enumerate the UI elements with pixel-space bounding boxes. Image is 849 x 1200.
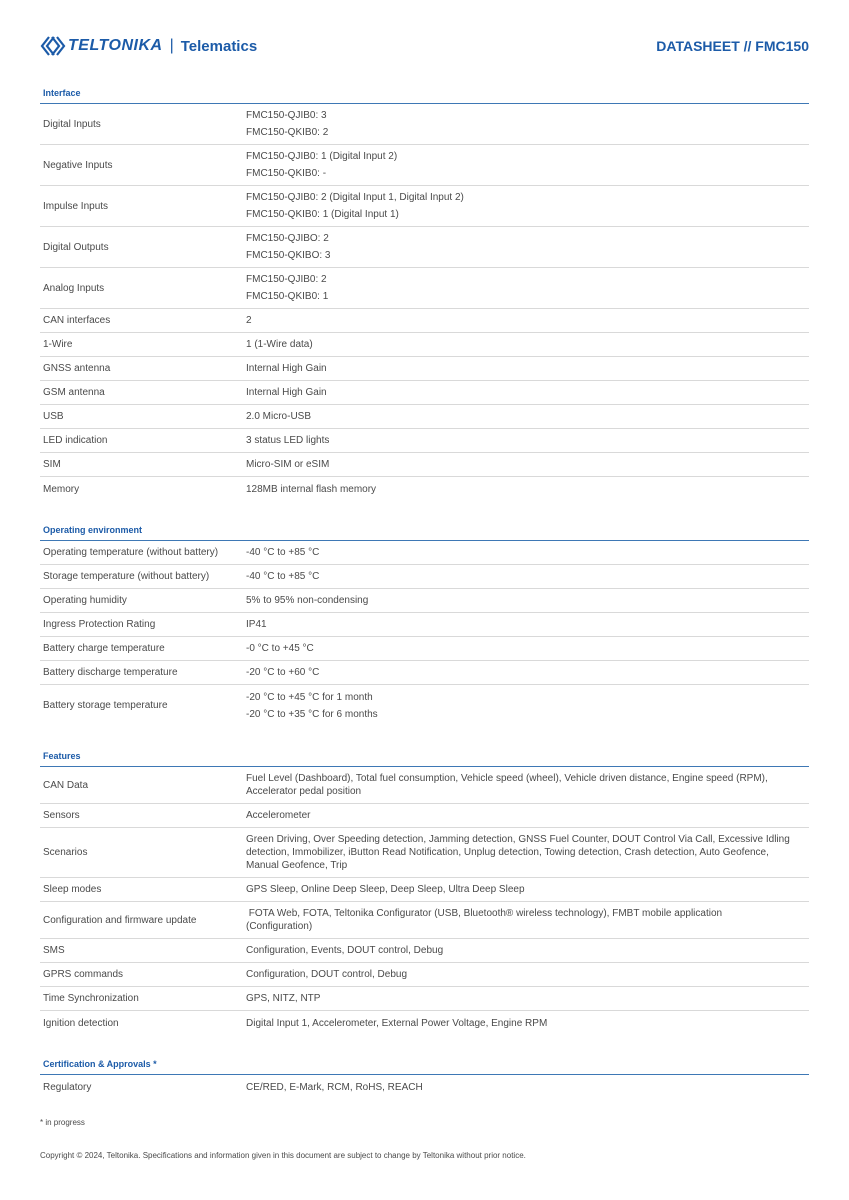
- table-row: [40, 637, 809, 661]
- row-value: [243, 227, 809, 267]
- row-label: Operating temperature (without battery): [43, 547, 219, 558]
- page-header: [40, 32, 809, 62]
- copyright-notice: Copyright © 2024, Teltonika. Specifications and information given in this document are subject to change by Teltonika without prior notice.: [40, 1151, 526, 1160]
- table-row: [40, 186, 809, 227]
- row-value-line: FMC150-QJIB0: 2: [246, 274, 327, 285]
- table-row: [40, 268, 809, 309]
- row-value-line: FMC150-QJIB0: 2 (Digital Input 1, Digital Input 2): [246, 192, 464, 203]
- datasheet-id: DATASHEET // FMC150: [656, 38, 809, 54]
- row-value-line: 2.0 Micro-USB: [246, 411, 312, 422]
- table-row: [40, 661, 809, 685]
- row-value-line: FMC150-QJIB0: 1 (Digital Input 2): [246, 151, 398, 162]
- row-value: [243, 541, 809, 564]
- row-label: GPRS commands: [43, 969, 124, 980]
- row-value-line: Internal High Gain: [246, 387, 327, 398]
- row-value: [243, 405, 809, 428]
- row-value-line: Accelerometer: [246, 810, 311, 821]
- row-value: [243, 453, 809, 476]
- row-label: SMS: [43, 945, 65, 956]
- row-value-line: Fuel Level (Dashboard), Total fuel consumption, Vehicle speed (wheel), Vehicle driven distance, Engine speed (RPM),: [246, 773, 768, 784]
- row-label: Storage temperature (without battery): [43, 571, 210, 582]
- table-row: [40, 987, 809, 1011]
- table-row: [40, 1075, 809, 1100]
- row-value-line: GPS Sleep, Online Deep Sleep, Deep Sleep, Ultra Deep Sleep: [246, 884, 525, 895]
- row-value-line: FMC150-QKIB0: 2: [246, 127, 329, 138]
- row-value: [243, 477, 809, 501]
- row-value-line: detection, Immobilizer, iButton Read Notification, Unplug detection, Towing detection, Crash detection, Auto Geofence,: [246, 847, 769, 858]
- row-label: Impulse Inputs: [43, 200, 109, 212]
- row-value-line: FMC150-QKIB0: 1 (Digital Input 1): [246, 209, 399, 220]
- teltonika-logo: [40, 32, 257, 60]
- row-value: [243, 828, 809, 877]
- table-row: [40, 828, 809, 878]
- row-label: Negative Inputs: [43, 159, 113, 171]
- row-value: [243, 939, 809, 962]
- table-row: [40, 333, 809, 357]
- row-value-line: -20 °C to +45 °C for 1 month: [246, 691, 373, 703]
- row-label: Operating humidity: [43, 595, 127, 606]
- row-value: [243, 1011, 809, 1035]
- row-label: Battery charge temperature: [43, 643, 165, 654]
- features-table: [40, 767, 809, 1035]
- row-value-line: IP41: [246, 619, 267, 630]
- section-title-interface: Interface: [40, 86, 809, 104]
- row-value-line: GPS, NITZ, NTP: [246, 993, 321, 1004]
- row-value-line: FMC150-QKIB0: -: [246, 168, 327, 179]
- row-label: GNSS antenna: [43, 363, 111, 374]
- row-value-line: Configuration, DOUT control, Debug: [246, 969, 408, 980]
- table-row: [40, 381, 809, 405]
- table-row: [40, 357, 809, 381]
- row-value: [243, 357, 809, 380]
- table-row: [40, 589, 809, 613]
- row-value-line: Internal High Gain: [246, 363, 327, 374]
- row-label: Sensors: [43, 810, 80, 821]
- row-value-line: -20 °C to +60 °C: [246, 667, 320, 678]
- row-label: CAN Data: [43, 779, 89, 791]
- row-value-line: 128MB internal flash memory: [246, 483, 377, 495]
- table-row: [40, 453, 809, 477]
- row-value-line: -40 °C to +85 °C: [246, 571, 320, 582]
- row-value-line: Accelerator pedal position: [246, 786, 362, 797]
- row-value: [243, 589, 809, 612]
- table-row: [40, 541, 809, 565]
- row-label: SIM: [43, 459, 61, 470]
- row-value: [243, 804, 809, 827]
- footnote: * in progress: [40, 1118, 85, 1127]
- row-label: USB: [43, 411, 64, 422]
- table-row: [40, 767, 809, 804]
- certification-table: [40, 1075, 809, 1100]
- row-value-line: 1 (1-Wire data): [246, 339, 313, 350]
- row-value-line: FMC150-QJIBO: 2: [246, 233, 329, 244]
- row-label: CAN interfaces: [43, 315, 111, 326]
- row-value-line: 5% to 95% non-condensing: [246, 595, 369, 606]
- row-label: Battery storage temperature: [43, 700, 168, 711]
- row-value-line: 3 status LED lights: [246, 435, 330, 446]
- row-label: Configuration and firmware update: [43, 914, 197, 926]
- row-value-line: Green Driving, Over Speeding detection, Jamming detection, GNSS Fuel Counter, DOUT Control Via Call, Excessive Idling: [246, 834, 790, 845]
- certification-section: [40, 1057, 809, 1100]
- section-title-features: Features: [40, 749, 809, 767]
- row-value: [243, 186, 809, 226]
- table-row: [40, 565, 809, 589]
- row-value-line: Micro-SIM or eSIM: [246, 459, 330, 470]
- row-value-line: -20 °C to +35 °C for 6 months: [246, 708, 378, 720]
- row-value: [243, 767, 809, 803]
- row-value: [243, 104, 809, 144]
- table-row: [40, 902, 809, 939]
- row-value: [243, 565, 809, 588]
- row-value-line: Manual Geofence, Trip: [246, 860, 348, 871]
- row-value: [243, 1075, 809, 1100]
- table-row: [40, 1011, 809, 1035]
- row-value-line: -0 °C to +45 °C: [246, 643, 314, 654]
- row-value-line: (Configuration): [246, 921, 313, 932]
- row-value-line: 2: [246, 315, 252, 326]
- section-title-certification: Certification & Approvals *: [40, 1057, 809, 1075]
- row-label: Analog Inputs: [43, 282, 105, 294]
- row-value: [243, 309, 809, 332]
- row-value: [243, 878, 809, 901]
- interface-table: [40, 104, 809, 501]
- row-value: [243, 987, 809, 1010]
- row-value-line: FOTA Web, FOTA, Teltonika Configurator (USB, Bluetooth® wireless technology), FMBT mobile application: [246, 908, 723, 919]
- table-row: [40, 145, 809, 186]
- row-value-line: Configuration, Events, DOUT control, Debug: [246, 945, 444, 956]
- section-title-operating: Operating environment: [40, 523, 809, 541]
- row-label: Regulatory: [43, 1082, 92, 1093]
- brand-separator: |: [169, 37, 174, 54]
- row-value: [243, 613, 809, 636]
- row-value: [243, 963, 809, 986]
- row-value: [243, 637, 809, 660]
- features-section: [40, 749, 809, 1035]
- row-value: [243, 685, 809, 726]
- row-label: GSM antenna: [43, 387, 105, 398]
- row-value: [243, 429, 809, 452]
- row-label: 1-Wire: [43, 339, 73, 350]
- row-value-line: FMC150-QKIB0: 1: [246, 291, 329, 302]
- table-row: [40, 963, 809, 987]
- row-label: LED indication: [43, 435, 108, 446]
- row-label: Time Synchronization: [43, 993, 139, 1004]
- interface-section: [40, 86, 809, 501]
- row-value-line: FMC150-QJIB0: 3: [246, 110, 327, 121]
- row-value: [243, 145, 809, 185]
- row-value-line: FMC150-QKIBO: 3: [246, 250, 331, 261]
- table-row: [40, 939, 809, 963]
- row-label: Scenarios: [43, 847, 88, 858]
- table-row: [40, 405, 809, 429]
- table-row: [40, 429, 809, 453]
- row-value-line: -40 °C to +85 °C: [246, 547, 320, 558]
- operating-environment-section: [40, 523, 809, 726]
- row-label: Digital Inputs: [43, 118, 101, 130]
- brand-name: TELTONIKA: [68, 37, 163, 54]
- operating-table: [40, 541, 809, 726]
- row-label: Digital Outputs: [43, 241, 109, 253]
- row-label: Ingress Protection Rating: [43, 619, 156, 630]
- table-row: [40, 804, 809, 828]
- row-label: Sleep modes: [43, 884, 102, 895]
- table-row: [40, 309, 809, 333]
- table-row: [40, 477, 809, 501]
- row-label: Ignition detection: [43, 1017, 119, 1029]
- row-value: [243, 333, 809, 356]
- table-row: [40, 613, 809, 637]
- row-label: Battery discharge temperature: [43, 667, 178, 678]
- brand-division: Telematics: [180, 37, 258, 55]
- row-value-line: Digital Input 1, Accelerometer, External Power Voltage, Engine RPM: [246, 1017, 548, 1029]
- table-row: [40, 878, 809, 902]
- table-row: [40, 685, 809, 726]
- table-row: [40, 227, 809, 268]
- teltonika-logo-icon: [40, 35, 66, 57]
- table-row: [40, 104, 809, 145]
- row-value: [243, 381, 809, 404]
- row-value-line: CE/RED, E-Mark, RCM, RoHS, REACH: [246, 1082, 423, 1093]
- row-value: [243, 268, 809, 308]
- row-label: Memory: [43, 483, 80, 495]
- row-value: [243, 902, 809, 938]
- row-value: [243, 661, 809, 684]
